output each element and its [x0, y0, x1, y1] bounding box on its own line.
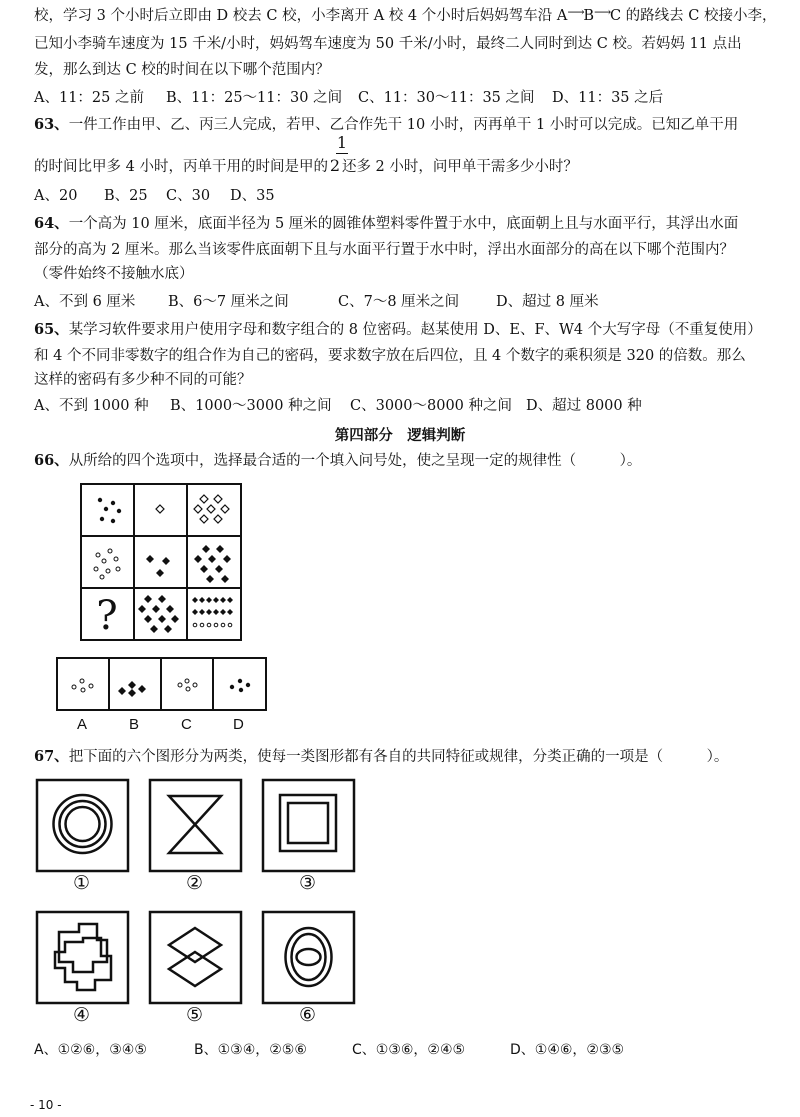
- q62-option-c[interactable]: C、11：30～11：35 之间: [358, 90, 535, 106]
- q63-line-1: [34, 115, 738, 135]
- q66-number: 66、: [34, 452, 69, 469]
- page-number: - 10 -: [30, 1098, 62, 1112]
- q66-label-a: A: [77, 716, 88, 733]
- q64-line-1: [34, 214, 738, 234]
- q63-text-1: 一件工作由甲、乙、丙三人完成，若甲、乙合作先干 10 小时，丙再单干 1 小时可以完成。已知乙单干用: [68, 117, 739, 133]
- cell-dots: [98, 498, 121, 523]
- q67-text: 把下面的六个图形分为两类，使每一类图形都有各自的共同特征或规律，分类正确的一项是（ ）。: [68, 749, 729, 765]
- q67-options: [34, 1040, 624, 1060]
- q62-text-1a: 校，学习 3 个小时后立即由 D 校去 C 校，小李离开 A 校 4 个小时后妈妈驾车沿 A: [34, 8, 568, 24]
- q65-line-2: 和 4 个不同非零数字的组合作为自己的密码，要求数字放在后四位，且 4 个数字的乘积须是 320 的倍数。那么: [34, 348, 746, 364]
- q63-option-a[interactable]: A、20: [34, 188, 78, 204]
- q67-number: 67、: [34, 748, 69, 765]
- q62-line-1: [34, 6, 776, 26]
- q64-options: [34, 292, 599, 312]
- q65-option-a[interactable]: A、不到 1000 种: [34, 398, 149, 414]
- q67-figure-5[interactable]: [148, 910, 244, 1006]
- q62-line-2: 已知小李骑车速度为 15 千米/小时，妈妈驾车速度为 50 千米/小时，最终二人同时到达 C 校。若妈妈 11 点出: [34, 36, 742, 52]
- q63-option-d[interactable]: D、35: [230, 188, 275, 204]
- q67-figure-1[interactable]: [35, 778, 131, 874]
- q67-option-d[interactable]: D、①④⑥，②③⑤: [510, 1042, 625, 1058]
- q66-label-c: C: [181, 716, 192, 733]
- section-title: 第四部分 逻辑判断: [334, 427, 466, 444]
- q65-line-1: [34, 320, 762, 340]
- fraction-numerator: 1: [336, 133, 348, 152]
- q62-option-a[interactable]: A、11：25 之前: [34, 90, 144, 106]
- q67-line: [34, 747, 728, 767]
- route-arrow-icon: ⟶: [567, 5, 585, 19]
- q66-label-b: B: [129, 716, 140, 733]
- option-b-figure[interactable]: [118, 681, 146, 697]
- q67-figure-2[interactable]: [148, 778, 244, 874]
- q65-option-b[interactable]: B、1000～3000 种之间: [170, 398, 332, 414]
- q64-line-3: （零件始终不接触水底）: [34, 266, 194, 282]
- q66-options-figure: [56, 657, 268, 713]
- q63-line-2: [34, 156, 578, 177]
- q63-option-b[interactable]: B、25: [104, 188, 148, 204]
- q62-option-d[interactable]: D、11：35 之后: [552, 90, 664, 106]
- q62-text-1c: C 的路线去 C 校接小李，: [609, 8, 777, 24]
- q63-number: 63、: [34, 116, 69, 133]
- q62-options: [34, 88, 663, 108]
- q65-line-3: 这样的密码有多少种不同的可能？: [34, 372, 252, 388]
- option-d-figure[interactable]: [230, 679, 250, 692]
- q66-label-d: D: [233, 716, 244, 733]
- q62-text-1b: B: [583, 8, 594, 24]
- q67-label-1: ①: [73, 872, 91, 894]
- option-c-figure[interactable]: [178, 679, 197, 691]
- q67-label-2: ②: [186, 872, 204, 894]
- q63-option-c[interactable]: C、30: [166, 188, 211, 204]
- option-a-figure[interactable]: [72, 679, 93, 692]
- route-arrow-icon: ⟶: [593, 5, 612, 19]
- q64-line-2: 部分的高为 2 厘米。那么当该零件底面朝下且与水面平行置于水中时，浮出水面部分的高在以下哪个范围内？: [34, 242, 734, 258]
- q65-number: 65、: [34, 321, 69, 338]
- q64-option-d[interactable]: D、超过 8 厘米: [496, 294, 599, 310]
- q65-text-1: 某学习软件要求用户使用字母和数字组合的 8 位密码。赵某使用 D、E、F、W4 个大写字母（不重复使用）: [68, 322, 762, 338]
- q66-matrix-figure: [80, 483, 244, 643]
- q64-number: 64、: [34, 215, 69, 232]
- q62-line-3: 发，那么到达 C 校的时间在以下哪个范围内？: [34, 62, 330, 78]
- fraction-denominator: 2: [329, 156, 341, 175]
- q67-figure-6[interactable]: [261, 910, 357, 1006]
- q63-options: [34, 186, 275, 206]
- q63-text-2a: 的时间比甲多 4 小时，丙单干用的时间是甲的: [34, 159, 328, 175]
- q67-label-4: ④: [73, 1004, 91, 1026]
- q66-line: [34, 451, 641, 471]
- q67-label-5: ⑤: [186, 1004, 204, 1026]
- q64-option-b[interactable]: B、6～7 厘米之间: [168, 294, 289, 310]
- q67-option-c[interactable]: C、①③⑥，②④⑤: [352, 1042, 466, 1058]
- q65-option-d[interactable]: D、超过 8000 种: [526, 398, 642, 414]
- q64-option-a[interactable]: A、不到 6 厘米: [34, 294, 136, 310]
- q62-option-b[interactable]: B、11：25～11：30 之间: [166, 90, 343, 106]
- q64-text-1: 一个高为 10 厘米，底面半径为 5 厘米的圆锥体塑料零件置于水中，底面朝上且与水面平行，其浮出水面: [68, 216, 739, 232]
- q67-figure-4[interactable]: [35, 910, 131, 1006]
- q63-text-2b: 还多 2 小时，问甲单干需多少小时？: [341, 159, 578, 175]
- q65-option-c[interactable]: C、3000～8000 种之间: [350, 398, 513, 414]
- q67-option-b[interactable]: B、①③④，②⑤⑥: [194, 1042, 307, 1058]
- q67-label-3: ③: [299, 872, 317, 894]
- q66-text: 从所给的四个选项中，选择最合适的一个填入问号处，使之呈现一定的规律性（ ）。: [68, 453, 642, 469]
- q67-figure-3[interactable]: [261, 778, 357, 874]
- question-mark: ?: [96, 593, 118, 639]
- q67-label-6: ⑥: [299, 1004, 317, 1026]
- q65-options: [34, 396, 642, 416]
- fraction-bar: [336, 153, 348, 154]
- q67-option-a[interactable]: A、①②⑥，③④⑤: [34, 1042, 147, 1058]
- q64-option-c[interactable]: C、7～8 厘米之间: [338, 294, 460, 310]
